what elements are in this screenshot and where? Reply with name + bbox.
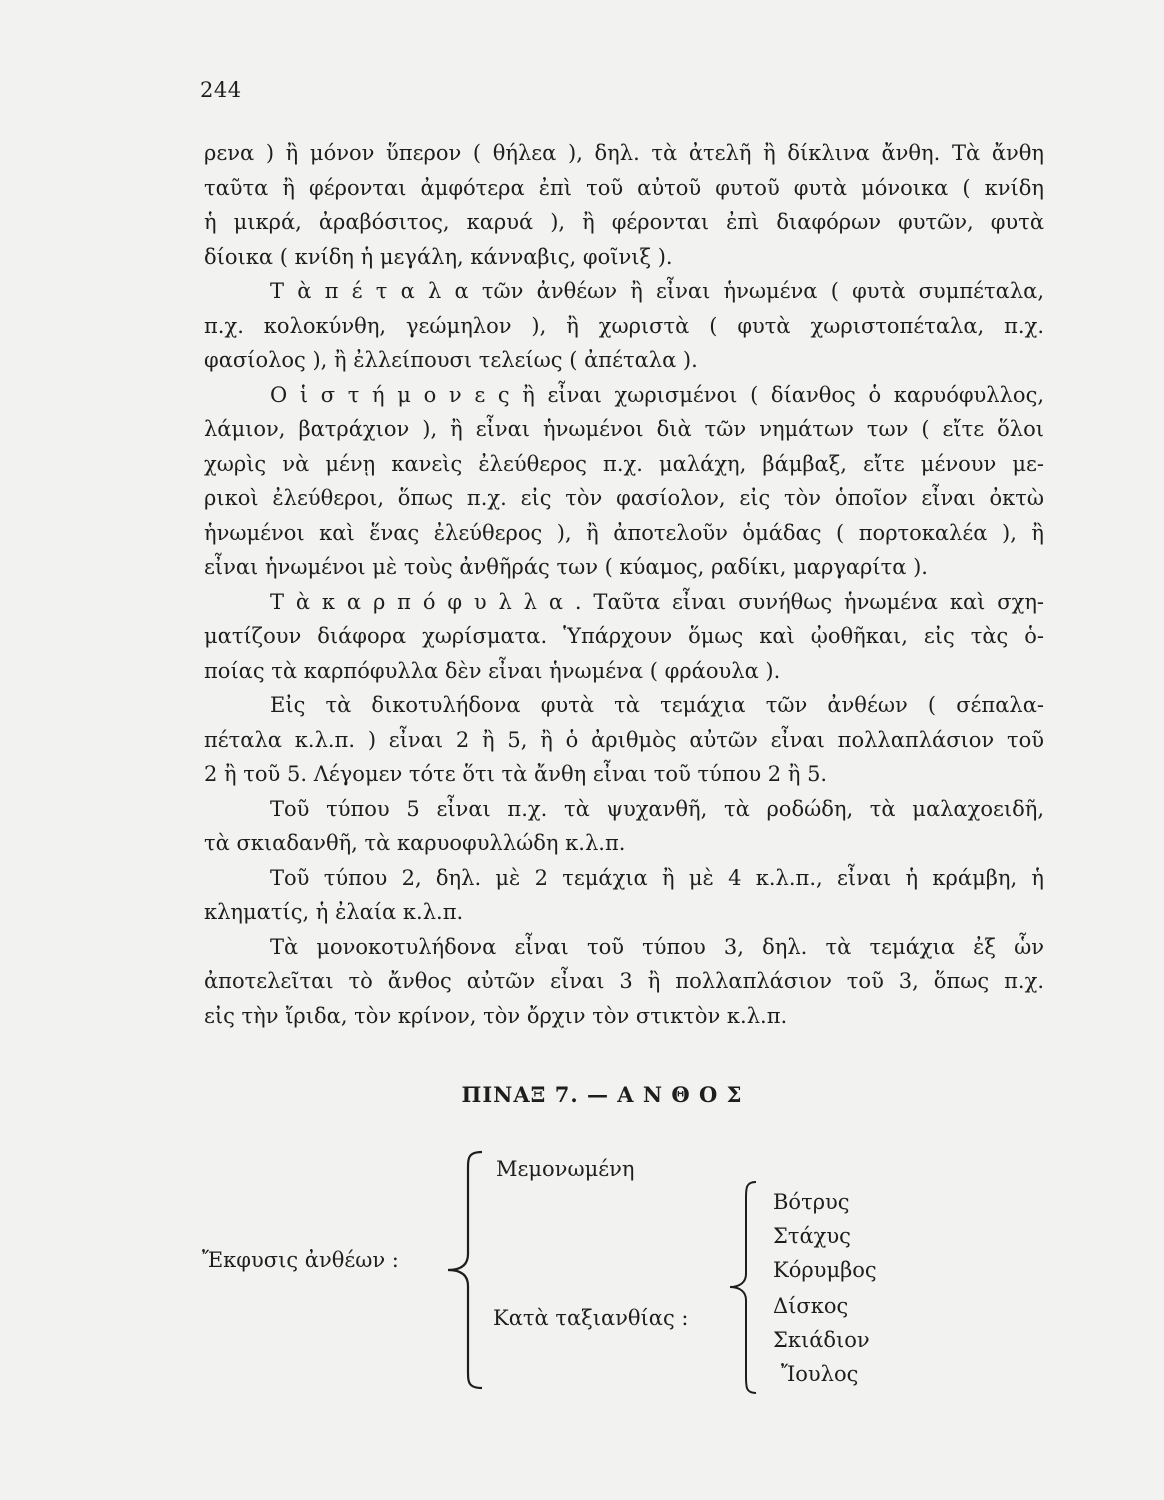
text-line: Τοῦ τύπου 5 εἶναι π.χ. τὰ ψυχανθῆ, τὰ ροδώδη, τὰ μαλαχοειδῆ,	[270, 796, 1044, 821]
text-line: κληματίς, ἡ ἐλαία κ.λ.π.	[204, 900, 464, 924]
text-line: ματίζουν διάφορα χωρίσματα. Ὑπάρχουν ὅμως καὶ ᾠοθῆκαι, εἰς τὰς ὁ-	[204, 624, 1044, 648]
text-line: ἡ μικρά, ἀραβόσιτος, καρυά ), ἢ φέρονται ἐπὶ διαφόρων φυτῶν, φυτὰ	[204, 210, 1044, 234]
text-line: εἰς τὴν ἴριδα, τὸν κρίνον, τὸν ὄρχιν τὸν στικτὸν κ.λ.π.	[204, 1003, 788, 1028]
table-root-label: Ἔκφυσις ἀνθέων :	[202, 1248, 399, 1272]
text-line: ἡνωμένοι καὶ ἕνας ἐλεύθερος ), ἢ ἀποτελοῦν ὁμάδας ( πορτοκαλέα ), ἢ	[204, 520, 1044, 545]
table-group-label: Κατὰ ταξιανθίας :	[493, 1306, 689, 1330]
text-line: ρενα ) ἢ μόνον ὕπερον ( θήλεα ), δηλ. τὰ ἀτελῆ ἢ δίκλινα ἄνθη. Τὰ ἄνθη	[204, 141, 1044, 165]
inflorescence-item: Δίσκος	[773, 1294, 849, 1318]
inflorescence-item: Στάχυς	[773, 1224, 851, 1248]
text-line: Τ ὰ π έ τ α λ α τῶν ἀνθέων ἢ εἶναι ἡνωμένα ( φυτὰ συμπέταλα,	[270, 279, 1044, 303]
main-brace	[440, 1150, 490, 1390]
text-line: χωρὶς νὰ μένῃ κανεὶς ἐλεύθερος π.χ. μαλάχη, βάμβαξ, εἴτε μένουν με-	[204, 451, 1044, 476]
page-number: 244	[200, 78, 242, 102]
text-line: ταῦτα ἢ φέρονται ἀμφότερα ἐπὶ τοῦ αὐτοῦ φυτοῦ φυτὰ μόνοικα ( κνίδη	[204, 175, 1044, 200]
body-text	[204, 136, 1044, 1033]
text-line: ρικοὶ ἐλεύθεροι, ὅπως π.χ. εἰς τὸν φασίολον, εἰς τὸν ὁποῖον εἶναι ὀκτὼ	[204, 486, 1044, 510]
text-line: π.χ. κολοκύνθη, γεώμηλον ), ἢ χωριστὰ ( φυτὰ χωριστοπέταλα, π.χ.	[204, 313, 1044, 338]
text-line: Τ ὰ κ α ρ π ό φ υ λ λ α . Ταῦτα εἶναι συνήθως ἡνωμένα καὶ σχη-	[270, 589, 1044, 614]
text-line: λάμιον, βατράχιον ), ἢ εἶναι ἡνωμένοι διὰ τῶν νημάτων των ( εἴτε ὅλοι	[204, 417, 1044, 441]
text-line: Ο ἱ σ τ ή μ ο ν ε ς ἢ εἶναι χωρισμένοι ( δίανθος ὁ καρυόφυλλος,	[270, 382, 1044, 407]
inflorescence-item: Βότρυς	[773, 1190, 850, 1214]
text-line: ἀποτελεῖται τὸ ἄνθος αὐτῶν εἶναι 3 ἢ πολλαπλάσιον τοῦ 3, ὅπως π.χ.	[204, 969, 1044, 993]
text-line: Τοῦ τύπου 2, δηλ. μὲ 2 τεμάχια ἢ μὲ 4 κ.λ.π., εἶναι ἡ κράμβη, ἡ	[270, 865, 1044, 890]
inflorescence-item: Κόρυμβος	[773, 1258, 877, 1282]
text-line: Τὰ μονοκοτυλήδονα εἶναι τοῦ τύπου 3, δηλ. τὰ τεμάχια ἐξ ὧν	[270, 934, 1044, 959]
text-line: εἶναι ἡνωμένοι μὲ τοὺς ἀνθῆράς των ( κύαμος, ραδίκι, μαργαρίτα ).	[204, 555, 928, 579]
text-line: 2 ἢ τοῦ 5. Λέγομεν τότε ὅτι τὰ ἄνθη εἶναι τοῦ τύπου 2 ἢ 5.	[204, 762, 828, 786]
text-line: δίοικα ( κνίδη ἡ μεγάλη, κάνναβις, φοῖνιξ ).	[204, 244, 673, 269]
sub-brace	[722, 1180, 762, 1395]
text-line: πέταλα κ.λ.π. ) εἶναι 2 ἢ 5, ἢ ὁ ἀριθμὸς αὐτῶν εἶναι πολλαπλάσιον τοῦ	[204, 727, 1044, 752]
table-title: ΠΙΝΑΞ 7. — Α Ν Θ Ο Σ	[461, 1082, 743, 1107]
table-single-label: Μεμονωμένη	[496, 1157, 635, 1181]
inflorescence-item: Ἴουλος	[781, 1362, 859, 1386]
inflorescence-item: Σκιάδιον	[773, 1328, 870, 1352]
text-line: ποίας τὰ καρπόφυλλα δὲν εἶναι ἡνωμένα ( φράουλα ).	[204, 658, 781, 683]
text-line: Εἰς τὰ δικοτυλήδονα φυτὰ τὰ τεμάχια τῶν ἀνθέων ( σέπαλα-	[270, 693, 1044, 717]
text-line: τὰ σκιαδανθῆ, τὰ καρυοφυλλώδη κ.λ.π.	[204, 831, 626, 855]
text-line: φασίολος ), ἢ ἐλλείπουσι τελείως ( ἀπέταλα ).	[204, 348, 698, 372]
